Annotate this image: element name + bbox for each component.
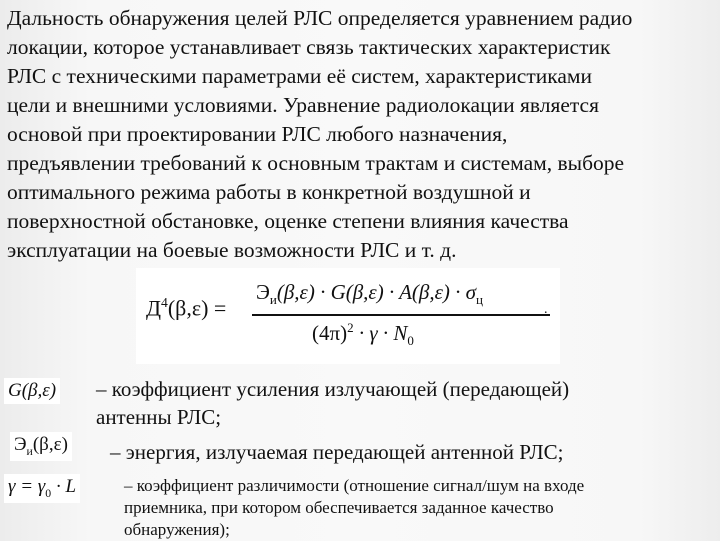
gain-definition — [96, 375, 569, 431]
energy-subscript: и — [269, 292, 277, 308]
definition-line: антенны РЛС; — [96, 405, 222, 429]
intro-line: оптимального режима работы в конкретной воздушной и — [7, 180, 531, 204]
equation-period: . — [544, 302, 548, 317]
definition-line: – коэффициент различимости (отношение сигнал/шум на входе — [124, 476, 585, 495]
intro-line: цели и внешними условиями. Уравнение радиолокации является — [7, 93, 599, 117]
definition-line: – энергия, излучаемая передающей антенной РЛС; — [110, 440, 564, 464]
intro-paragraph — [7, 4, 715, 265]
energy-symbol: Э — [256, 280, 270, 304]
numerator-terms: (β,ε) · G(β,ε) · A(β,ε) · σ — [276, 280, 476, 304]
denominator-terms: · γ · N — [358, 321, 408, 345]
intro-line: поверхностной обстановке, оценке степени влияния качества — [7, 209, 569, 233]
definition-line: – коэффициент усиления излучающей (передающей) — [96, 377, 570, 401]
energy-symbol-letter: Э — [14, 434, 27, 455]
intro-line: РЛС с техническими параметрами её систем, характеристиками — [7, 64, 592, 88]
gamma-symbol — [4, 474, 80, 503]
energy-symbol-args: (β,ε) — [32, 434, 68, 455]
definition-line: обнаружения); — [124, 520, 230, 539]
intro-line: основой при проектировании РЛС любого назначения, — [7, 122, 508, 146]
four-pi-exponent: 2 — [347, 320, 354, 335]
intro-line: Дальность обнаружения целей РЛС определяется уравнением радио — [7, 6, 633, 30]
intro-line: эксплуатации на боевые возможности РЛС и т. д. — [7, 238, 457, 262]
fraction-bar — [252, 314, 550, 316]
sigma-subscript: ц — [475, 292, 483, 308]
gain-symbol-text: G(β,ε) — [8, 380, 57, 401]
equation-lhs — [146, 295, 226, 321]
gamma-lhs: γ = γ — [8, 476, 46, 497]
intro-line: предъявлении требований к основным трактам и системам, выборе — [7, 151, 625, 175]
equation-numerator — [256, 280, 483, 308]
gamma-subscript: 0 — [45, 486, 52, 500]
radar-range-equation — [136, 268, 560, 364]
equation-denominator — [312, 320, 414, 349]
range-symbol: Д — [146, 295, 162, 321]
intro-line: локации, которое устанавливает связь тактических характеристик — [7, 35, 611, 59]
noise-subscript: 0 — [407, 333, 414, 349]
gain-symbol — [4, 378, 60, 404]
lhs-args: (β,ε) = — [167, 295, 227, 321]
definition-line: приемника, при котором обеспечивается заданное качество — [124, 498, 554, 517]
energy-definition — [110, 438, 563, 466]
four-pi: (4π) — [312, 321, 348, 345]
gamma-rhs: · L — [55, 476, 77, 497]
energy-symbol-subscript: и — [26, 444, 33, 458]
energy-symbol-box — [10, 432, 72, 461]
gamma-definition — [124, 475, 584, 541]
range-exponent: 4 — [161, 295, 168, 310]
